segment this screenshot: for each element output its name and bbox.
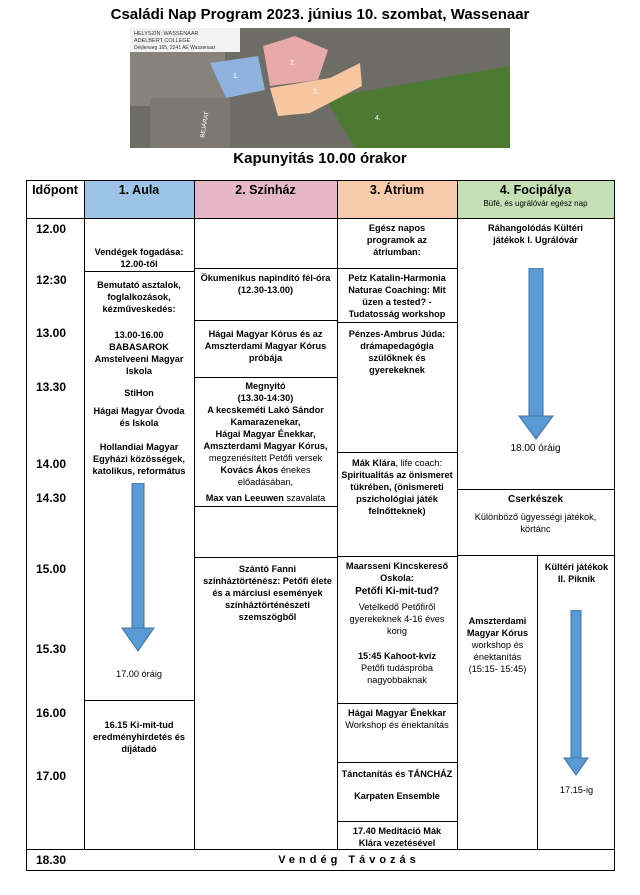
maarsseni-tudaspróba: Petőfi tudáspróba nagyobbaknak (360, 663, 434, 685)
aula-hagai-ovoda: Hágai Magyar Óvoda és Iskola (93, 406, 185, 428)
megnyito-title: Megnyitó (245, 381, 286, 391)
maarsseni-title: Maarsseni Kincskereső Oskola: (345, 561, 449, 583)
header-foci-sub: Büfé, és ugrálóvár egész nap (483, 199, 588, 208)
atrium-maarsseni (341, 560, 453, 686)
atrium-hagai-enekkar (341, 707, 453, 731)
time-1300: 13.00 (36, 326, 67, 340)
korus-name: Amszterdami Magyar Kórus (466, 616, 529, 638)
time-1230: 12:30 (36, 273, 67, 287)
szinhaz-megnyito (196, 380, 335, 504)
header-szinhaz: 2. Színház (194, 180, 337, 218)
szinhaz-szanto: Szántó Fanni színháztörténész: Petőfi élete és a márciusi események színháztörténészeti szemszögből (203, 564, 332, 622)
time-1430: 14.30 (36, 491, 67, 505)
foci-kulteri-2: Kültéri játékok II. Piknik (544, 562, 609, 584)
aula-stihon: StiHon (124, 388, 154, 398)
time-1700: 17.00 (36, 769, 67, 783)
aula-egyhazi: Hollandiai Magyar Egyházi közösségek, katolikus, református (92, 442, 186, 476)
atrium-tanchaz (341, 768, 453, 802)
megnyito-eloadas: énekes előadásában, (237, 465, 311, 487)
hagai-enekkar-title: Hágai Magyar Énekkar (347, 708, 447, 718)
foci-cserkeszek: Cserkészek (507, 494, 564, 505)
atrium-petz: Petz Katalin-Harmonia Naturae Coaching: Mit üzen a tested? - Tudatosság workshop (348, 273, 446, 319)
atrium-egesz-napos: Egész napos programok az átriumban: (366, 223, 428, 257)
map-label-3: Deijlerweg 165, 2241 AE Wassenaar (134, 45, 216, 51)
foci-until-2: 17.15-ig (559, 785, 594, 795)
hagai-enekkar-workshop: Workshop és énektanítás (345, 720, 449, 730)
atrium-meditacio: 17.40 Meditáció Mák Klára vezetésével (352, 826, 442, 848)
header-foci-title: 4. Focipálya (499, 183, 572, 197)
footer-vendeg-tavozas: Vendég Távozás (278, 854, 420, 866)
megnyito-kovacs: Kovács Ákos (220, 465, 279, 475)
zone-label-4: 4. (375, 115, 381, 122)
header-atrium: 3. Átrium (337, 180, 457, 218)
megnyito-kamarazenekar: A kecskeméti Lakó Sándor Kamarazenekar, (207, 405, 324, 427)
time-1500: 15.00 (36, 562, 67, 576)
atrium-mak (341, 457, 453, 517)
maarsseni-kahoot: 15:45 Kahoot-kvíz (357, 651, 437, 661)
tanchaz-ensemble: Karpaten Ensemble (354, 791, 440, 801)
time-1200: 12.00 (36, 222, 67, 236)
szinhaz-korus-proba: Hágai Magyar Kórus és az Amszterdami Magyar Kórus próbája (204, 329, 327, 363)
page-title: Családi Nap Program 2023. június 10. szombat, Wassenaar (110, 6, 530, 23)
foci-ugyessegi: Különböző ügyességi játékok, körtánc (474, 512, 597, 534)
time-1530: 15.30 (36, 642, 67, 656)
zone-label-1: 1. (233, 73, 239, 80)
header-time: Időpont (32, 183, 78, 197)
aula-welcome-line1: Vendégek fogadása: (94, 247, 184, 257)
time-1600: 16.00 (36, 706, 67, 720)
szinhaz-okumenikus: Ökumenikus napindító fél-óra (12.30-13.00) (200, 273, 331, 295)
foci-arrow (518, 268, 554, 440)
aula-amstelveen: Amstelveeni Magyar Iskola (94, 354, 184, 376)
opening-time: Kapunyitás 10.00 órakor (233, 150, 407, 167)
mak-name: Mák Klára (352, 458, 396, 468)
zone-label-2: 2. (290, 60, 296, 67)
aula-time-range: 13.00-16.00 (114, 330, 164, 340)
foci-rahangolodas: Ráhangolódás Kültéri játékok I. Ugrálóvár (488, 223, 583, 245)
aula-babasarok: BABASAROK (109, 342, 169, 352)
tanchaz-title: Tánctanítás és TÁNCHÁZ (341, 769, 453, 779)
korus-workshop: workshop és énektanítás (15:15- 15:45) (468, 640, 527, 674)
map-label-1: HELYSZÍN: WASSENAAR (134, 31, 199, 37)
maarsseni-vetelkedo: Vetélkedő Petőfiről gyerekeknek 4-16 éves korig (349, 602, 445, 636)
time-1830: 18.30 (36, 853, 67, 867)
time-1330: 13.30 (36, 380, 67, 394)
map-label-2: ADELBERT COLLEGE (134, 38, 191, 44)
aula-arrow (120, 483, 156, 653)
foci-amszterdami-korus (461, 615, 534, 675)
mak-topic: Spiritualitás az önismeret tükrében, (önismereti pszichológiai játék felnőtteknek) (341, 470, 453, 516)
megnyito-max: Max van Leeuwen (205, 493, 284, 503)
aula-tables: Bemutató asztalok, foglalkozások, kézműveskedés: (97, 280, 181, 314)
atrium-penzes: Pénzes-Ambrus Júda: drámapedagógia szülőknek és gyerekeknek (348, 329, 446, 375)
header-aula: 1. Aula (84, 180, 194, 218)
zone-label-3: 3. (313, 89, 319, 96)
megnyito-korusok: Hágai Magyar Énekkar, Amszterdami Magyar Kórus, (203, 429, 328, 451)
entrance-label: BEJÁRAT (200, 111, 211, 139)
aula-welcome-line2: 12.00-től (120, 259, 158, 269)
aula-until: 17.00 óráig (116, 669, 162, 679)
megnyito-szavalat: szavalata (286, 493, 326, 503)
time-1400: 14.00 (36, 457, 67, 471)
maarsseni-kimittud: Petőfi Ki-mit-tud? (355, 586, 439, 597)
foci-until: 18.00 óráig (510, 443, 561, 454)
aula-kimittud-award: 16.15 Ki-mit-tud eredményhirdetés és díjátadó (93, 720, 185, 754)
aula-welcome (88, 246, 190, 270)
mak-role: , life coach: (395, 458, 442, 468)
megnyito-time: (13.30-14:30) (237, 393, 294, 403)
megnyito-versek: megzenésített Petőfi versek (208, 453, 323, 463)
foci-arrow-2 (563, 610, 589, 776)
